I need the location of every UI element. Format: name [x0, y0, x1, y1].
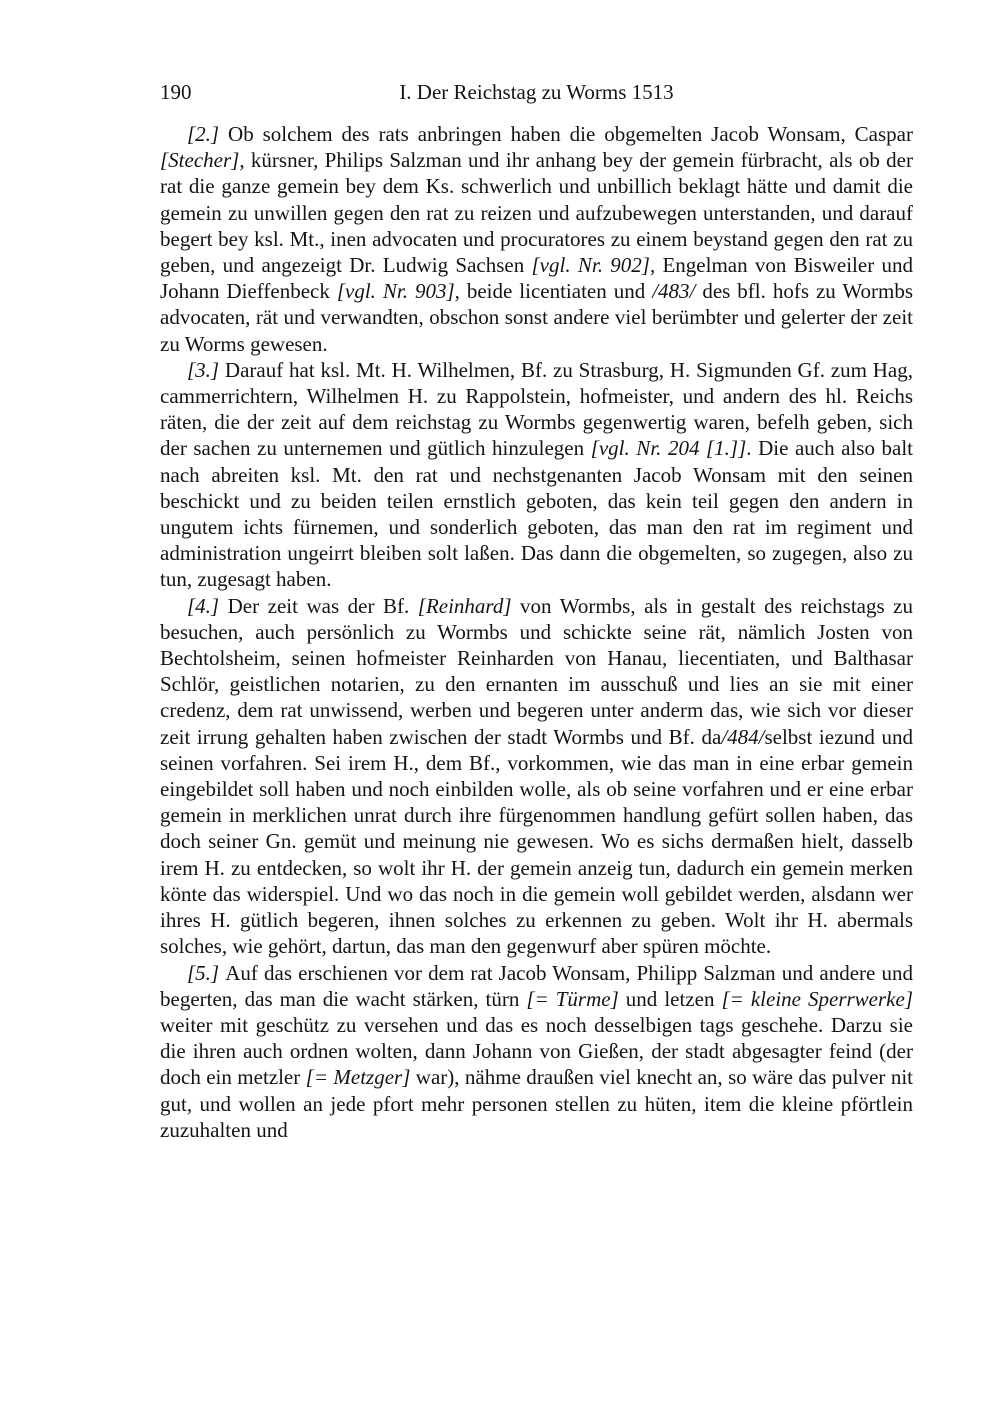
- editorial-italic-segment: [Reinhard]: [417, 593, 512, 618]
- text-segment: , kürsner, Philips Salzman und ihr anhang bey der gemein fürbracht, als ob der rat die ganze gemein bey dem Ks. schwerlich und unbillich beklagt hätte und damit die gemein zu unwillen gegen den rat zu reizen und aufzubewegen unterstanden, und darauf begert bey ksl. Mt., inen advocaten und procuratores zu einem beystand gegen den rat zu geben, und angezeigt Dr. Ludwig Sachsen: [160, 148, 913, 278]
- text-segment: selbst iezund und seinen vorfahren. Sei irem H., dem Bf., vorkommen, wie das man in eine erbar gemein eingebildet soll haben und noch einbilden wolle, als ob seine vorfahren und er eine erbar gemein in merklichen unrat durch ihre fürgenommen handlung gefürt sollen haben, das doch seiner Gn. gemüt und meinung nie gewesen. Wo es sichs dermaßen hielt, dasselb irem H. zu entdecken, so wolt ihr H. der gemein anzeig tun, dadurch ein gemein merken könte das widerspiel. Und wo das noch in die gemein woll gebildet werden, alsdann wer ihres H. gütlich begeren, ihnen solches zu erkennen zu geben. Wolt ihr H. abermals solches, wie gehört, dartun, das man den gegenwurf aber spüren möchte.: [160, 724, 913, 959]
- text-segment: . Die auch also balt nach abreiten ksl. Mt. den rat und nechstgenanten Jacob Wonsam mit den seinen beschickt und zu beiden teilen ernstlich geboten, das kein teil gegen den andern in ungutem ichts fürnemen, und sonderlich geboten, das man den rat im regiment und administration ungeirrt bleiben solt laßen. Das dann die obgemelten, so zugegen, also zu tun, zugesagt haben.: [160, 436, 913, 592]
- editorial-italic-segment: [vgl. Nr. 903]: [336, 279, 455, 304]
- paragraph: [160, 121, 913, 357]
- text-segment: Der zeit was der Bf.: [227, 593, 418, 618]
- editorial-italic-segment: [3.]: [187, 357, 225, 382]
- page-header: [160, 80, 913, 108]
- editorial-italic-segment: [4.]: [187, 593, 228, 618]
- text-segment: von Wormbs, als in gestalt des reichstags zu besuchen, auch persönlich zu Wormbs und schickte seine rät, nämlich Josten von Bechtolsheim, seinen hofmeister Reinharden von Hanau, liecentiaten, und Balthasar Schlör, geistlichen notarien, zu den ernanten im ausschuß und lies an sie mit einer credenz, dem rat unwissend, werben und begeren unter anderm das, wie sich vor dieser zeit irrung gehalten haben zwischen der stadt Wormbs und Bf. da: [160, 593, 913, 749]
- editorial-italic-segment: [2.]: [187, 122, 229, 146]
- paragraph: [160, 960, 913, 1143]
- text-segment: des bfl. hofs zu Wormbs advocaten, rät und verwandten, obschon sonst andere viel berümbter und gelerter der zeit zu Worms gewesen.: [160, 279, 914, 356]
- text-segment: Darauf hat ksl. Mt. H. Wilhelmen, Bf. zu Strasburg, H. Sigmunden Gf. zum Hag, cammerrichtern, Wilhelmen H. zu Rappolstein, hofmeister, und andern des hl. Reichs räten, die der zeit auf dem reichstag zu Wormbs gegenwertig waren, befelh geben, sich der sachen zu unternemen und gütlich hinzulegen: [160, 357, 913, 461]
- text-segment: Ob solchem des rats anbringen haben die obgemelten Jacob Wonsam, Caspar: [228, 122, 913, 146]
- editorial-italic-segment: /483/: [652, 279, 696, 304]
- editorial-italic-segment: [= Metzger]: [305, 1065, 411, 1090]
- text-block: [160, 121, 913, 1143]
- paragraph: [160, 593, 913, 960]
- editorial-italic-segment: [vgl. Nr. 204 [1.]]: [590, 436, 747, 461]
- text-segment: , beide licentiaten und: [454, 279, 653, 304]
- text-segment: , Engelman von Bisweiler und Johann Dieffenbeck: [160, 253, 913, 304]
- editorial-italic-segment: [vgl. Nr. 902]: [531, 253, 650, 278]
- editorial-italic-segment: [5.]: [187, 960, 226, 985]
- editorial-italic-segment: [= kleine Sperrwerke]: [721, 986, 913, 1011]
- editorial-italic-segment: [Stecher]: [160, 148, 240, 173]
- editorial-italic-segment: /484/: [721, 724, 765, 749]
- text-segment: weiter mit geschütz zu versehen und das es noch desselbigen tags geschehe. Darzu sie die ihren auch ordnen wolten, dann Johann von Gießen, der stadt abgesagter feind (der doch ein metzler: [160, 1012, 913, 1090]
- text-segment: und letzen: [618, 986, 722, 1011]
- text-segment: Auf das erschienen vor dem rat Jacob Wonsam, Philipp Salzman und andere und begerten, das man die wacht stärken, türn: [160, 960, 913, 1011]
- text-segment: war), nähme draußen viel knecht an, so wäre das pulver nit gut, und wollen an jede pfort mehr personen stellen zu hüten, item die kleine pförtlein zuzuhalten und: [160, 1065, 913, 1142]
- running-title: I. Der Reichstag zu Worms 1513: [399, 80, 674, 104]
- paragraph: [160, 357, 913, 593]
- editorial-italic-segment: [= Türme]: [526, 986, 619, 1011]
- page-number: 190: [160, 80, 192, 104]
